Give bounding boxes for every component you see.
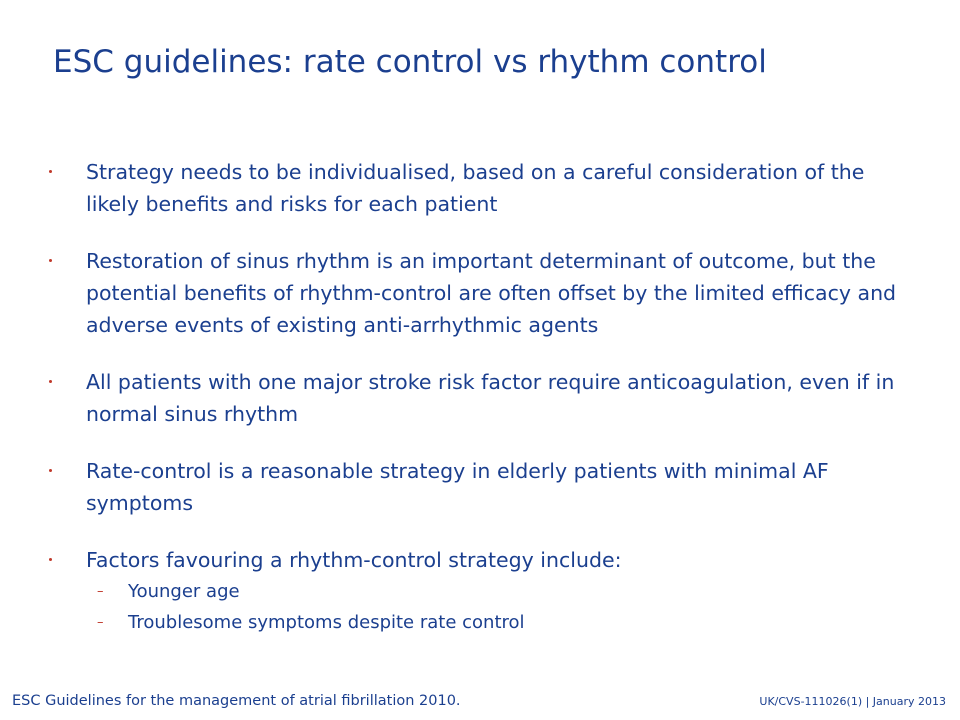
sub-bullet-text: Younger age <box>128 581 240 602</box>
bullet-item <box>48 245 918 341</box>
dash-marker-icon: – <box>97 584 104 599</box>
bullet-item <box>48 455 918 519</box>
bullet-text: Rate-control is a reasonable strategy in elderly patients with minimal AF symptoms <box>86 459 829 515</box>
bullet-text: Strategy needs to be individualised, based on a careful consideration of the likely benefits and risks for each patient <box>86 160 865 216</box>
sub-bullet-item <box>86 576 918 607</box>
sub-bullet-item <box>86 607 918 638</box>
footer-reference: UK/CVS-111026(1) | January 2013 <box>759 695 946 708</box>
bullet-text: Factors favouring a rhythm-control strategy include: <box>86 548 622 572</box>
bullet-marker-icon <box>49 558 52 561</box>
bullet-marker-icon <box>49 380 52 383</box>
bullet-marker-icon <box>49 259 52 262</box>
bullet-text: All patients with one major stroke risk factor require anticoagulation, even if in normal sinus rhythm <box>86 370 895 426</box>
bullet-text: Restoration of sinus rhythm is an important determinant of outcome, but the potential benefits of rhythm-control are often offset by the limited efficacy and adverse events of existing anti-arrhythmic agents <box>86 249 897 337</box>
slide-title: ESC guidelines: rate control vs rhythm control <box>53 44 767 80</box>
bullet-item <box>48 156 918 220</box>
footer-citation: ESC Guidelines for the management of atrial fibrillation 2010. <box>12 693 461 709</box>
bullet-item <box>48 544 918 638</box>
bullet-list <box>48 156 918 663</box>
sub-bullet-list <box>86 576 918 638</box>
bullet-marker-icon <box>49 469 52 472</box>
bullet-item <box>48 366 918 430</box>
sub-bullet-text: Troublesome symptoms despite rate control <box>128 612 525 633</box>
dash-marker-icon: – <box>97 615 104 630</box>
bullet-marker-icon <box>49 170 52 173</box>
